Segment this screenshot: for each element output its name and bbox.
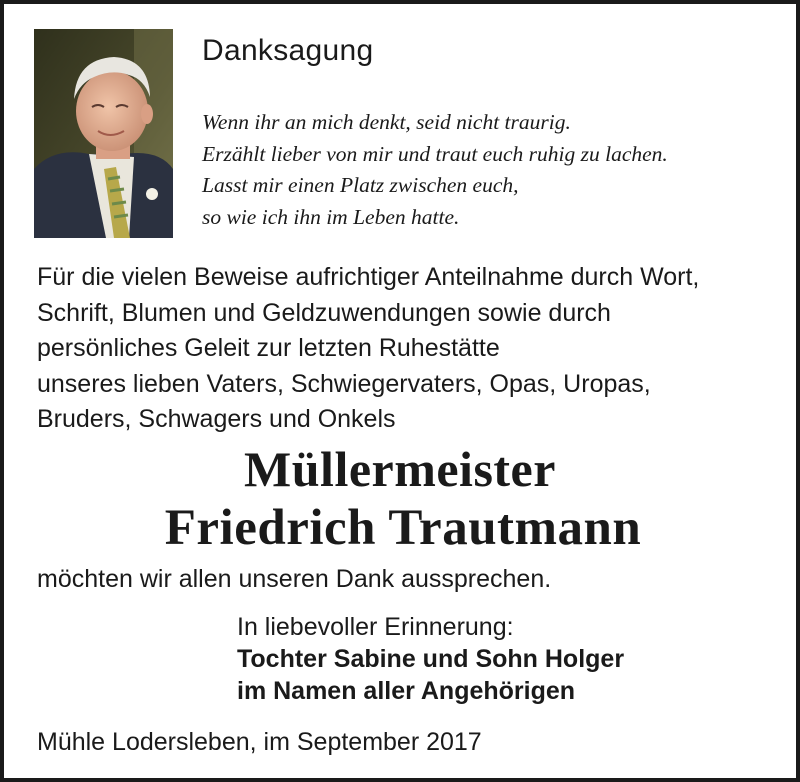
poem	[202, 107, 668, 233]
poem-line: Erzählt lieber von mir und traut euch ruhig zu lachen.	[202, 141, 668, 166]
gratitude-text	[37, 260, 699, 438]
thanks-line: möchten wir allen unseren Dank aussprechen.	[37, 565, 552, 593]
body-line: Schrift, Blumen und Geldzuwendungen sowie durch	[37, 298, 611, 327]
memory-block	[237, 611, 624, 707]
body-line: Für die vielen Beweise aufrichtiger Anteilnahme durch Wort,	[37, 263, 700, 291]
portrait-photo	[34, 29, 173, 238]
poem-line: so wie ich ihn im Leben hatte.	[202, 204, 460, 229]
deceased-name-block	[4, 441, 796, 559]
heading-danksagung: Danksagung	[202, 34, 374, 67]
signer-line: im Namen aller Angehörigen	[237, 677, 576, 705]
body-line: Bruders, Schwagers und Onkels	[37, 405, 396, 433]
body-line: unseres lieben Vaters, Schwiegervaters, Opas, Uropas,	[37, 369, 651, 398]
signer-line: Tochter Sabine und Sohn Holger	[237, 645, 625, 673]
deceased-title: Müllermeister	[244, 441, 556, 497]
body-line: persönliches Geleit zur letzten Ruhestätte	[37, 334, 500, 362]
poem-line: Lasst mir einen Platz zwischen euch,	[202, 173, 519, 197]
poem-line: Wenn ihr an mich denkt, seid nicht traurig.	[202, 110, 571, 134]
memory-intro: In liebevoller Erinnerung:	[237, 613, 514, 641]
deceased-name: Friedrich Trautmann	[164, 500, 642, 556]
place-date: Mühle Lodersleben, im September 2017	[37, 728, 482, 756]
